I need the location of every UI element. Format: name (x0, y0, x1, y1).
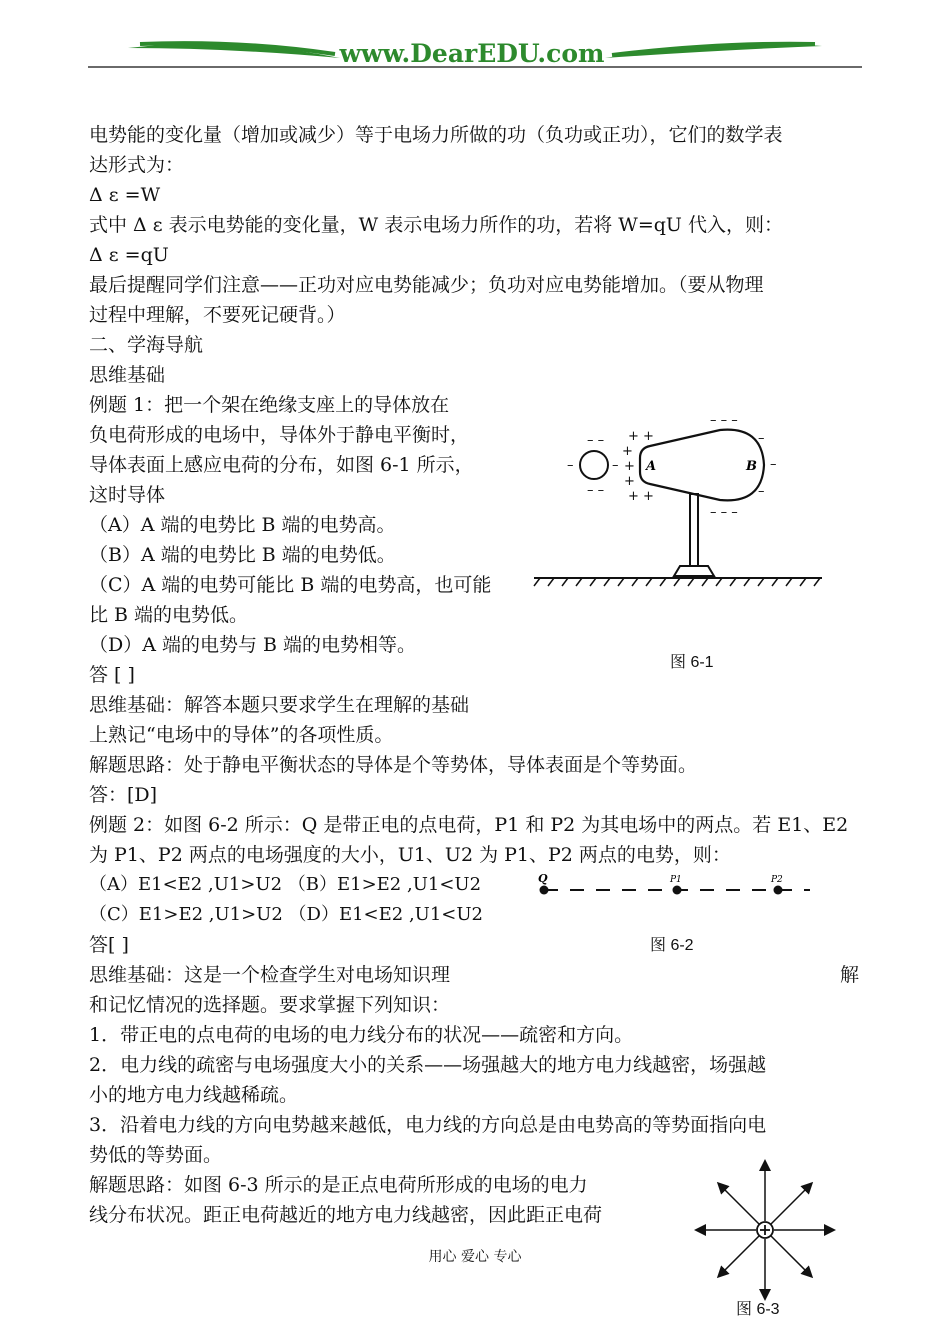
text-line: 这时导体 (89, 484, 166, 506)
text-line: 例题 2：如图 6-2 所示：Q 是带正电的点电荷，P1 和 P2 为其电场中的两点。若 E1、E2 (89, 814, 849, 836)
stand-base (674, 566, 714, 576)
charge-q-dot (540, 886, 549, 895)
caption-6-2: 图 6-2 (650, 937, 694, 954)
text-line: 达形式为： (89, 154, 185, 176)
text-line: 和记忆情况的选择题。要求掌握下列知识： (89, 994, 451, 1016)
svg-text:–: – (612, 458, 619, 473)
caption-6-3: 图 6-3 (736, 1301, 780, 1318)
site-name: www.DearEDU.com (339, 39, 605, 68)
svg-text:+: + (624, 459, 635, 474)
svg-text:+ +: + + (628, 429, 654, 444)
text-line: 式中 Δ ε 表示电势能的变化量，W 表示电场力所作的功，若将 W=qU 代入，则： (89, 214, 783, 236)
text-line: 思维基础：解答本题只要求学生在理解的基础 (89, 694, 470, 716)
text-line: 最后提醒同学们注意——正功对应电势能减少；负功对应电势能增加。（要从物理 (89, 274, 764, 296)
text-line: 小的地方电力线越稀疏。 (89, 1084, 299, 1106)
figure-6-2 (534, 872, 814, 912)
label-a: A (646, 459, 657, 474)
text-line: （C）A 端的电势可能比 B 端的电势高，也可能 (89, 574, 492, 596)
text-line: 答[ ] (89, 934, 129, 956)
text-line: 势低的等势面。 (89, 1144, 223, 1166)
text-line: 比 B 端的电势低。 (89, 604, 249, 626)
page-footer: 用心 爱心 专心 (428, 1249, 522, 1265)
svg-text:– – –: – – – (710, 413, 738, 428)
svg-text:–: – (758, 431, 765, 446)
sphere-charges (567, 433, 619, 498)
text-line: 答 [ ] (89, 664, 135, 686)
text-line: （C）E1>E2 ,U1>U2 （D）E1<E2 ,U1<U2 (89, 904, 483, 925)
text-line: 2．电力线的疏密与电场强度大小的关系——场强越大的地方电力线越密，场强越 (89, 1054, 767, 1076)
header-logo (0, 0, 950, 80)
stray-char: 解 (840, 964, 860, 986)
text-line: （A）E1<E2 ,U1>U2 （B）E1>E2 ,U1<U2 (89, 874, 482, 895)
text-line: 思维基础 (89, 364, 166, 386)
svg-text:+: + (622, 444, 633, 459)
text-line: 例题 1：把一个架在绝缘支座上的导体放在 (89, 394, 450, 416)
text-line: 解题思路：如图 6-3 所示的是正点电荷所形成的电场的电力 (89, 1174, 588, 1196)
stand-pole (690, 494, 698, 566)
figure-6-3 (690, 1155, 840, 1305)
text-line: 线分布状况。距正电荷越近的地方电力线越密，因此距正电荷 (89, 1204, 603, 1226)
text-line: 3．沿着电力线的方向电势越来越低，电力线的方向总是由电势高的等势面指向电 (89, 1114, 767, 1136)
text-line: 导体表面上感应电荷的分布，如图 6-1 所示， (89, 454, 474, 476)
svg-text:–: – (758, 484, 765, 499)
text-line: 解题思路：处于静电平衡状态的导体是个等势体，导体表面是个等势面。 (89, 754, 698, 776)
point-p2-dot (774, 886, 783, 895)
svg-text:+ +: + + (628, 489, 654, 504)
text-line: Δ ε =W (89, 184, 161, 206)
text-line: 答：[D] (89, 784, 158, 806)
text-line: 过程中理解，不要死记硬背。） (89, 304, 346, 326)
text-line: 1．带正电的点电荷的电场的电力线分布的状况——疏密和方向。 (89, 1024, 634, 1046)
label-q: Q (538, 872, 548, 885)
svg-text:– – –: – – – (710, 505, 738, 520)
caption-6-1: 图 6-1 (670, 654, 714, 671)
text-line: 上熟记“电场中的导体”的各项性质。 (89, 724, 394, 746)
text-line: 电势能的变化量（增加或减少）等于电场力所做的功（负功或正功），它们的数学表 (89, 124, 783, 146)
svg-text:+: + (624, 474, 635, 489)
figure-6-1 (530, 410, 830, 590)
negative-charge-sphere (580, 451, 608, 479)
text-line: （D）A 端的电势与 B 端的电势相等。 (89, 634, 417, 656)
text-line: 二、学海导航 (89, 334, 204, 356)
text-line: Δ ε =qU (89, 244, 169, 266)
svg-text:–: – (770, 457, 777, 472)
svg-text:–: – (567, 458, 574, 473)
label-p2: P2 (771, 875, 783, 885)
ground-hatch (534, 578, 820, 586)
label-b: B (746, 459, 757, 474)
text-line: （B）A 端的电势比 B 端的电势低。 (89, 544, 396, 566)
label-p1: P1 (670, 875, 682, 885)
point-p1-dot (673, 886, 682, 895)
svg-text:– –: – – (587, 483, 605, 498)
text-line: 思维基础：这是一个检查学生对电场知识理 (89, 964, 451, 986)
text-line: 为 P1、P2 两点的电场强度的大小，U1、U2 为 P1、P2 两点的电势，则： (89, 844, 731, 866)
text-line: 负电荷形成的电场中，导体外于静电平衡时， (89, 424, 470, 446)
svg-text:– –: – – (587, 433, 605, 448)
text-line: （A）A 端的电势比 B 端的电势高。 (89, 514, 396, 536)
